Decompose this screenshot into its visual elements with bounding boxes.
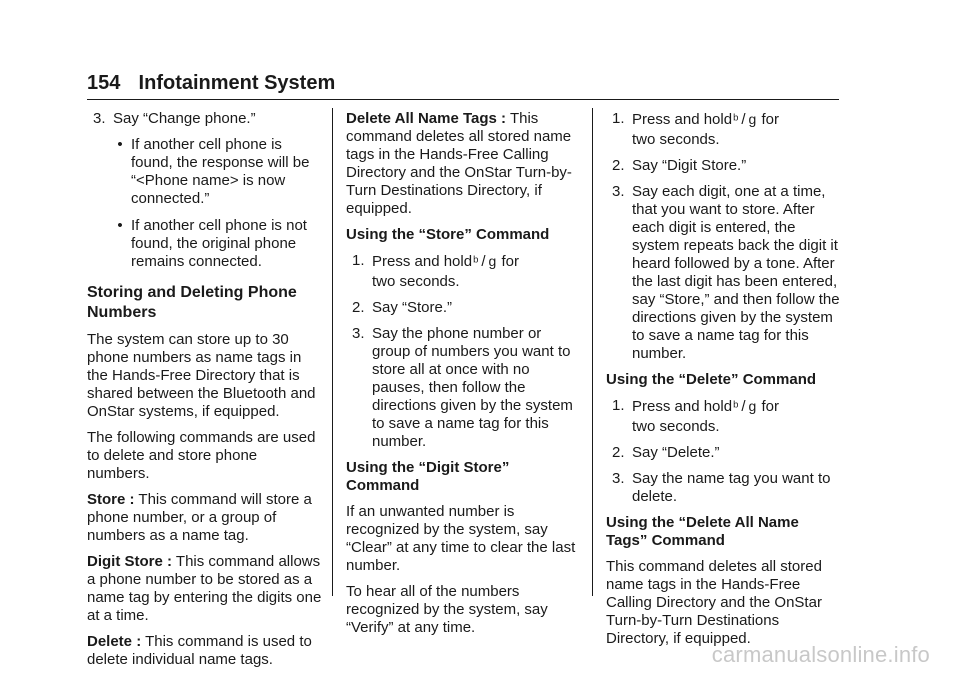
step-text: Press and hold [372,253,473,270]
step-item [612,110,842,149]
paragraph: The system can store up to 30 phone numbers as name tags in the Hands-Free Directory that is shared between the Bluetooth and OnStar systems, if equipped. [87,331,316,420]
step-item [612,444,842,462]
page-number: 154 [87,72,121,94]
voice-button-icon: ᵇ [733,398,739,414]
step-item [352,325,582,451]
step-text: two seconds. [632,131,720,148]
step-number: 3. [612,183,625,200]
term-description: This command allows a phone number to be stored as a name tag by entering the digits one at a time. [87,553,322,624]
step-text: two seconds. [372,273,460,290]
column-2 [346,110,582,645]
step-text: Say “Change phone.” [113,110,256,127]
column-divider [592,108,593,596]
term: Delete : [87,633,142,650]
step-number: 3. [93,110,106,127]
paragraph: If an unwanted number is recognized by the system, say “Clear” at any time to clear the last number. [346,503,576,574]
step-text: two seconds. [632,418,720,435]
definition [87,491,323,545]
store-steps [346,252,582,451]
step-item [612,470,842,506]
bullet-item [109,136,323,208]
step-text: Press and hold [632,398,733,415]
step-item [612,397,842,436]
slash-separator: / [481,253,486,270]
column-divider [332,108,333,596]
term-description: This command is used to delete individual name tags. [87,633,312,668]
voice-button-icon: ᵇ [473,253,479,269]
bullet-mark: • [117,136,123,153]
step-text: for [501,253,520,270]
step-text: for [761,111,780,128]
definition [87,553,323,625]
section-heading: Storing and Deleting Phone Numbers [87,284,297,321]
step-text: for [761,398,780,415]
page-header [87,70,839,98]
step-text: Say “Digit Store.” [632,157,747,174]
step-item [87,110,323,128]
step-number: 2. [352,299,365,316]
sub-heading: Using the “Delete” Command [606,371,817,388]
step-item [352,252,582,291]
phone-button-icon: ɡ [748,111,757,127]
step-text: Say “Delete.” [632,444,720,461]
column-3 [606,110,842,656]
bullet-text: If another cell phone is not found, the original phone remains connected. [131,217,307,270]
sub-heading: Using the “Delete All Name Tags” Command [606,514,799,549]
step-number: 3. [352,325,365,342]
watermark: carmanualsonline.info [711,642,930,667]
step-item [612,183,842,363]
term-description: This command will store a phone number, or a group of numbers as a name tag. [87,491,312,544]
slash-separator: / [741,398,746,415]
definition [87,633,323,669]
phone-button-icon: ɡ [488,253,497,269]
delete-steps [606,397,842,506]
slash-separator: / [741,111,746,128]
column-1 [87,110,323,677]
step-number: 1. [612,397,625,414]
term: Digit Store : [87,553,172,570]
step-number: 3. [612,470,625,487]
bullet-text: If another cell phone is found, the response will be “<Phone name> is now connected.” [131,136,310,207]
term: Store : [87,491,135,508]
bullet-mark: • [117,217,123,234]
phone-button-icon: ɡ [748,398,757,414]
header-title: Infotainment System [138,72,336,94]
header-rule [87,99,839,100]
step-text: Say “Store.” [372,299,453,316]
step-item [612,157,842,175]
definition [346,110,582,218]
step-text: Say the phone number or group of numbers you want to store all at once with no pauses, then follow the directions given by the system to save a name tag for this number. [372,325,573,450]
step-number: 2. [612,444,625,461]
term: Delete All Name Tags : [346,110,507,127]
step-item [352,299,582,317]
step-text: Say each digit, one at a time, that you want to store. After each digit is entered, the system repeats back the digit it heard followed by a tone. After the last digit has been entered, say “Store,” and then follow the directions given by the system to save a name tag for this number. [632,183,840,362]
paragraph: This command deletes all stored name tags in the Hands-Free Calling Directory and the OnStar Turn-by-Turn Destinations Directory, if equipped. [606,558,822,647]
term-description: This command deletes all stored name tags in the Hands-Free Calling Directory and the OnStar Turn-by-Turn Destinations Directory, if equipped. [346,110,572,217]
voice-button-icon: ᵇ [733,111,739,127]
paragraph: The following commands are used to delete and store phone numbers. [87,429,316,482]
digit-store-steps [606,110,842,363]
step-number: 1. [352,252,365,269]
paragraph: To hear all of the numbers recognized by the system, say “Verify” at any time. [346,583,548,636]
step-number: 1. [612,110,625,127]
step-text: Say the name tag you want to delete. [632,470,831,505]
step-text: Press and hold [632,111,733,128]
sub-heading: Using the “Digit Store” Command [346,459,510,494]
step-number: 2. [612,157,625,174]
sub-heading: Using the “Store” Command [346,226,550,243]
bullet-item [109,217,323,271]
